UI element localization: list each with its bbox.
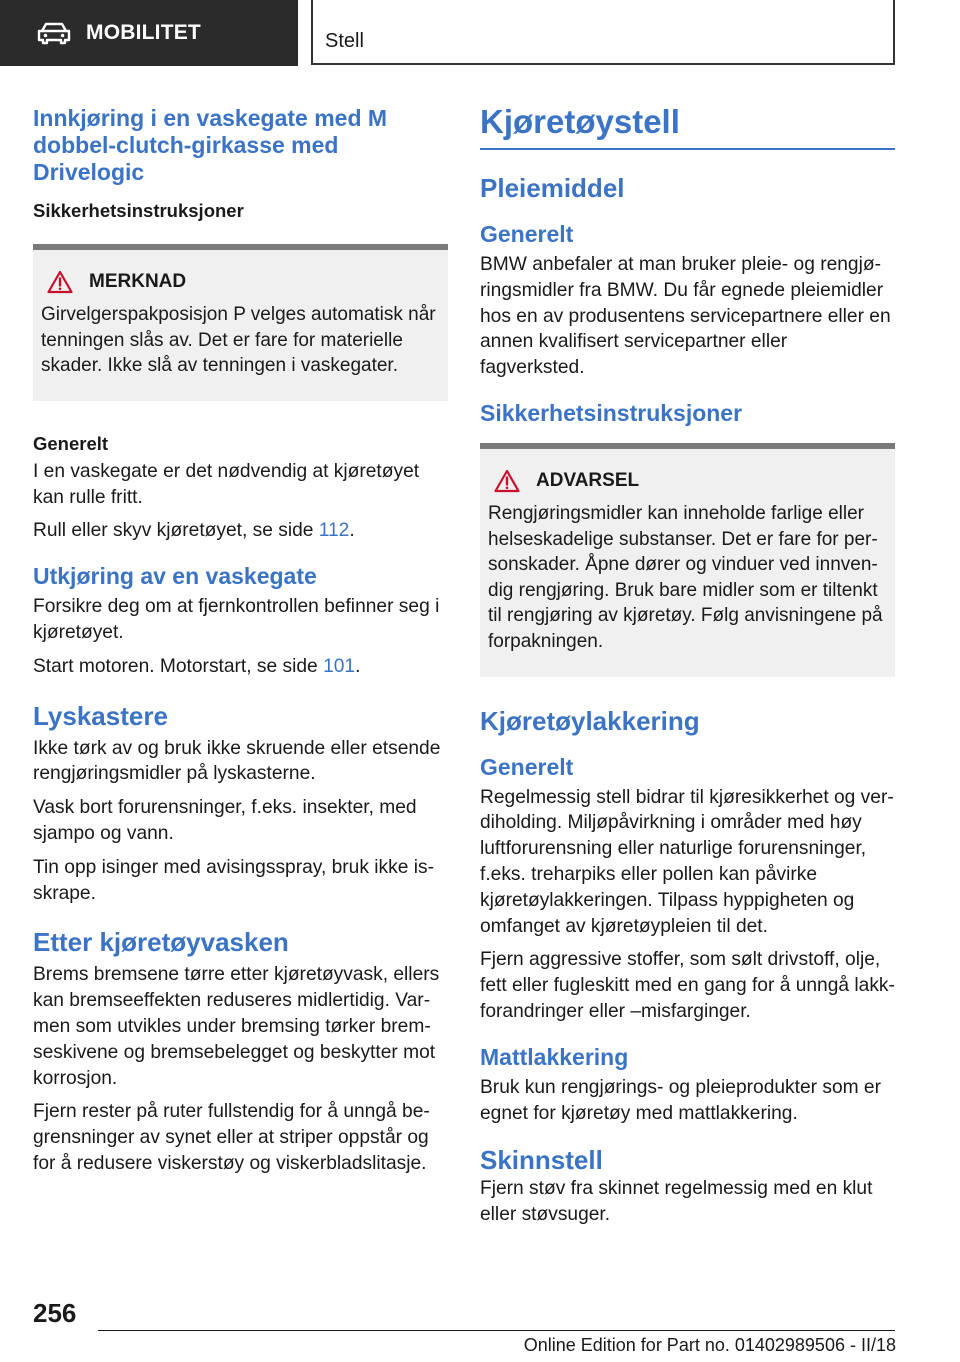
- section-label: Stell: [325, 30, 364, 52]
- safety-instructions-heading: Sikkerhetsinstruksjoner: [33, 200, 244, 221]
- chapter-label: MOBILITET: [86, 21, 201, 44]
- roll-paragraph: Rull eller skyv kjøretøyet, se side 112.: [33, 520, 355, 542]
- warning-title: ADVARSEL: [536, 469, 640, 491]
- after-wash-paragraph-2: Fjern rester på ruter fullstendig for å unngå begrensninger av synet eller at striper oppstår og for å redusere viskerstøy og viskerbladslitasje.: [33, 1101, 430, 1174]
- right-column: [480, 100, 895, 1228]
- exit-paragraph-2: Start motoren. Motorstart, se side 101.: [33, 655, 361, 677]
- edition-text: Online Edition for Part no. 01402989506 - II/18: [523, 1335, 896, 1355]
- after-wash-paragraph-1: Brems bremsene tørre etter kjøretøyvask, ellers kan bremseeffekten reduseres midlertidig. Varmen som utvikles under bremsing tørker bremseskivene og bremsebelegget og beskytter mot korrosjon.: [33, 964, 440, 1089]
- paint-paragraph-1: Regelmessig stell bidrar til kjøresikkerhet og verdiholding. Miljøpåvirkning i områder med høy luftforurensning eller naturlige forurensninger, f.eks. treharpiks eller pollen kan påvirke kjøretøylakkeringen. Tilpass hyppigheten og omfanget av kjøretøypleien til det.: [480, 786, 894, 937]
- headlights-paragraph-2: Vask bort forurensninger, f.eks. insekter, med sjampo og vann.: [33, 797, 417, 844]
- paint-heading: Kjøretøylakkering: [480, 705, 700, 736]
- care-general-heading: Generelt: [480, 221, 574, 247]
- exit-paragraph-1: Forsikre deg om at fjernkontrollen befinner seg i kjøretøyet.: [33, 596, 440, 643]
- chapter-tab: [0, 0, 298, 66]
- footer-rule: [98, 1330, 895, 1331]
- section-header: [311, 0, 895, 65]
- general-heading: Generelt: [33, 432, 109, 454]
- exit-car-wash-heading: Utkjøring av en vaskegate: [33, 563, 317, 590]
- care-products-heading: Pleiemiddel: [480, 173, 625, 203]
- paint-general-heading: Generelt: [480, 753, 574, 780]
- matte-paint-heading: Mattlakkering: [480, 1043, 629, 1070]
- leather-care-heading: Skinnstell: [480, 1145, 603, 1176]
- general-paragraph: I en vaskegate er det nødvendig at kjøretøyet kan rulle fritt.: [33, 460, 420, 508]
- headlights-paragraph-3: Tin opp isinger med avisingsspray, bruk ikke isskrape.: [33, 856, 434, 904]
- notice-box: [33, 244, 448, 401]
- warning-box: [480, 443, 895, 677]
- chapter-title: Kjøretøystell: [480, 100, 895, 150]
- headlights-paragraph-1: Ikke tørk av og bruk ikke skruende eller etsende rengjøringsmidler på lyskasterne.: [33, 737, 441, 785]
- after-wash-heading: Etter kjøretøyvasken: [33, 927, 289, 958]
- matte-paint-paragraph: Bruk kun rengjørings- og pleieprodukter som er egnet for kjøretøy med mattlakkering.: [480, 1076, 881, 1124]
- paint-paragraph-2: Fjern aggressive stoffer, som sølt drivstoff, olje, fett eller fugleskitt med en gang for å unngå lakkforandringer eller –misfarginger.: [480, 949, 895, 1022]
- warning-text: Rengjøringsmidler kan inneholde farlige eller helseskadelige substanser. Det er fare for personskader. Åpne dører og vinduer ved innvendig rengjøring. Bruk bare midler som er tiltenkt til rengjøring av kjøretøy. Følg anvisningene på forpakningen.: [488, 502, 883, 652]
- care-safety-heading: Sikkerhetsinstruksjoner: [480, 399, 743, 426]
- warning-triangle-icon: [47, 270, 73, 294]
- notice-text: Girvelgerspakposisjon P velges automatisk når tenningen slås av. Det er fare for materielle skader. Ikke slå av tenningen i vaskegater.: [41, 304, 436, 377]
- notice-title: MERKNAD: [89, 271, 187, 292]
- headlights-heading: Lyskastere: [33, 700, 168, 731]
- warning-triangle-icon: [494, 469, 520, 493]
- leather-care-paragraph: Fjern støv fra skinnet regelmessig med en klut eller støvsuger.: [480, 1178, 873, 1226]
- car-icon: [36, 21, 72, 45]
- page-link-101[interactable]: 101: [323, 655, 356, 677]
- page-number: 256: [33, 1298, 77, 1328]
- left-column: [33, 100, 448, 1177]
- car-wash-heading: Innkjøring i en vaskegate med M dobbel-clutch-girkasse med Drivelogic: [33, 105, 388, 185]
- page-link-112[interactable]: 112: [318, 520, 350, 542]
- footer-edition: [524, 1335, 896, 1356]
- care-general-paragraph: BMW anbefaler at man bruker pleie- og rengjøringsmidler fra BMW. Du får egnede pleiemidler hos en av produsentens servicepartnere eller en annen kvalifisert servicepartner eller fagverksted.: [480, 254, 891, 379]
